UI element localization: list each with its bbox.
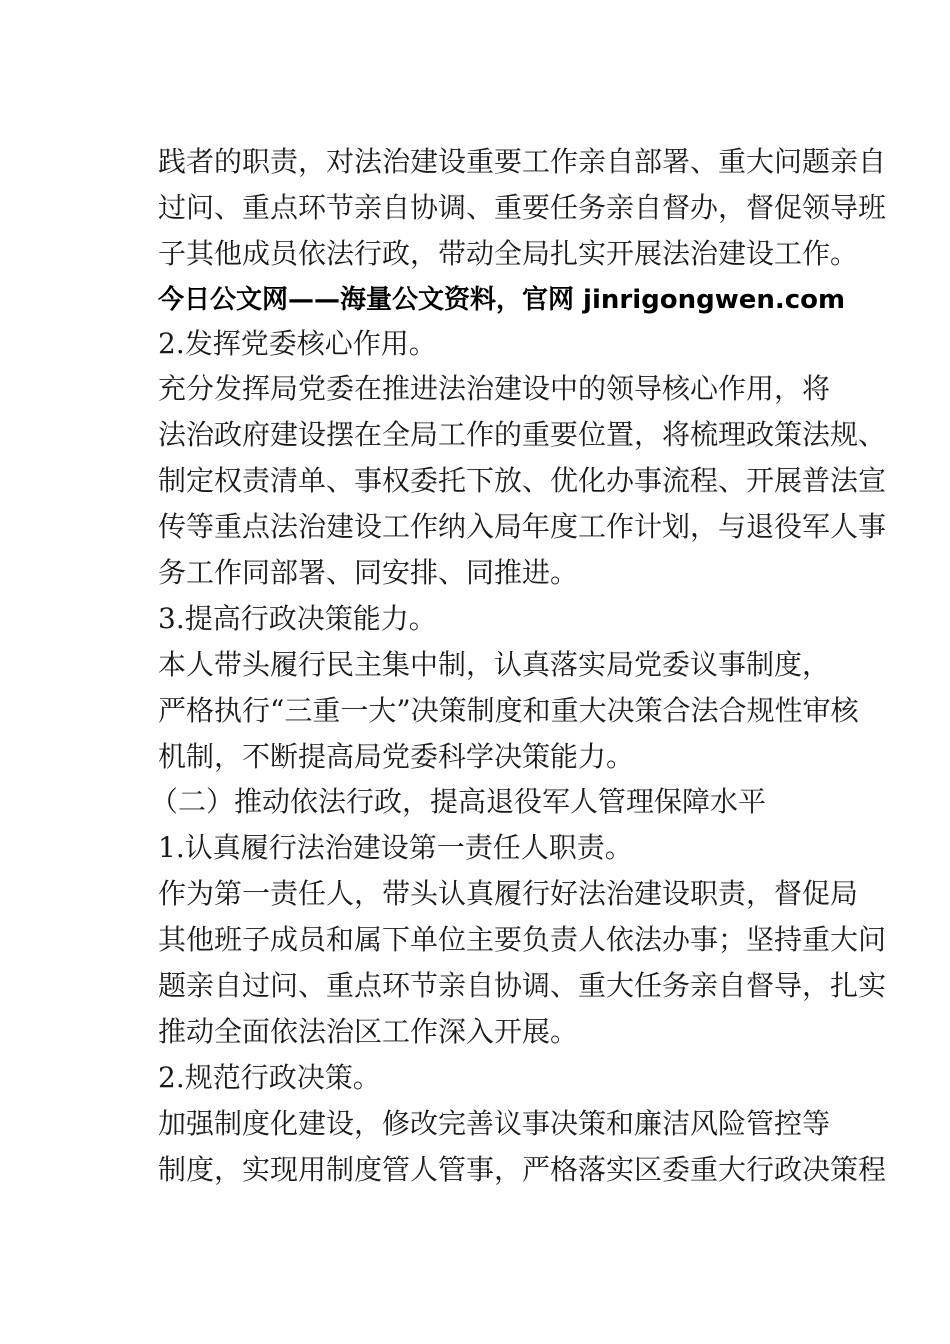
body-text-line: 践者的职责，对法治建设重要工作亲自部署、重大问题亲自: [158, 145, 887, 178]
section-item-title: 2.规范行政决策。: [158, 1061, 381, 1094]
body-text-line: 法治政府建设摆在全局工作的重要位置，将梳理政策法规、: [158, 418, 887, 451]
body-text-line: 过问、重点环节亲自协调、重要任务亲自督办，督促领导班: [158, 191, 887, 224]
section-heading: （二）推动依法行政，提高退役军人管理保障水平: [150, 785, 767, 818]
section-item-title: 1.认真履行法治建设第一责任人职责。: [158, 831, 633, 864]
body-text-line: 传等重点法治建设工作纳入局年度工作计划，与退役军人事: [158, 510, 887, 543]
watermark-heading: 今日公文网——海量公文资料，官网 jinrigongwen.com: [158, 285, 846, 315]
body-text-line: 加强制度化建设，修改完善议事决策和廉洁风险管控等: [158, 1107, 831, 1140]
body-text-line: 作为第一责任人，带头认真履行好法治建设职责，督促局: [158, 877, 859, 910]
body-text-line: 推动全面依法治区工作深入开展。: [158, 1015, 579, 1048]
section-item-title: 2.发挥党委核心作用。: [158, 327, 437, 360]
body-text-line: 子其他成员依法行政，带动全局扎实开展法治建设工作。: [158, 237, 859, 270]
body-text-line: 严格执行“三重一大”决策制度和重大决策合法合规性审核: [158, 694, 859, 727]
body-text-line: 制度，实现用制度管人管事，严格落实区委重大行政决策程: [158, 1153, 887, 1186]
body-text-line: 其他班子成员和属下单位主要负责人依法办事；坚持重大问: [158, 923, 887, 956]
body-text-line: 本人带头履行民主集中制，认真落实局党委议事制度，: [158, 648, 831, 681]
body-text-line: 充分发挥局党委在推进法治建设中的领导核心作用，将: [158, 372, 831, 405]
section-item-title: 3.提高行政决策能力。: [158, 602, 437, 635]
body-text-line: 务工作同部署、同安排、同推进。: [158, 556, 579, 589]
body-text-line: 制定权责清单、事权委托下放、优化办事流程、开展普法宣: [158, 464, 887, 497]
body-text-line: 机制，不断提高局党委科学决策能力。: [158, 740, 635, 773]
body-text-line: 题亲自过问、重点环节亲自协调、重大任务亲自督导，扎实: [158, 969, 887, 1002]
